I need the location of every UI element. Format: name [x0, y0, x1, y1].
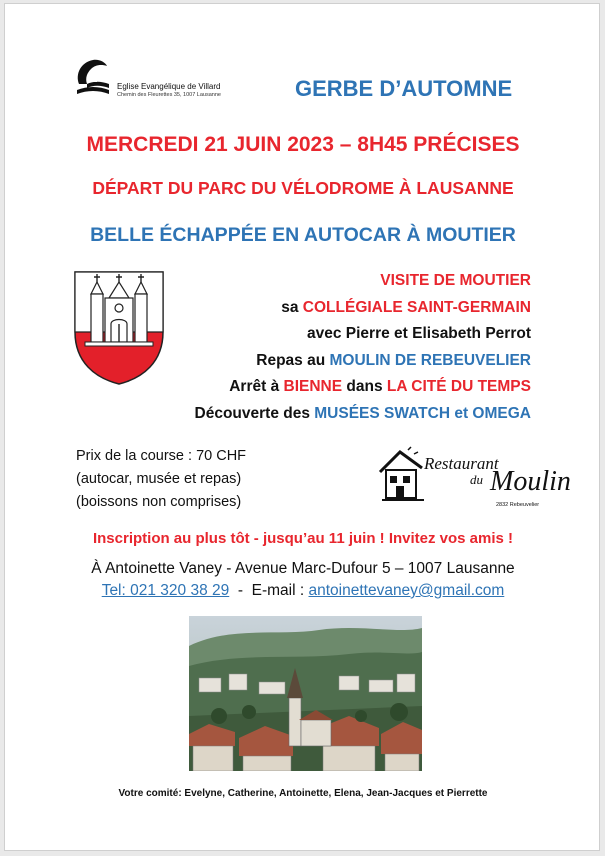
church-address: Chemin des Fleurettes 35, 1007 Lausanne [117, 92, 221, 98]
program-line-visit [195, 268, 531, 295]
visit-text: VISITE DE MOUTIER [380, 272, 531, 289]
mill-house-icon [378, 446, 428, 506]
program-list [195, 268, 531, 427]
meal-place: MOULIN DE REBEUVELIER [329, 351, 531, 369]
price-info [76, 445, 246, 514]
committee-members: Votre comité: Evelyne, Catherine, Antoinette, Elena, Jean-Jacques et Pierrette [118, 788, 488, 799]
price-excludes: (boissons non comprises) [76, 494, 242, 510]
price-includes: (autocar, musée et repas) [76, 471, 242, 487]
event-title: GERBE D’AUTOMNE [295, 76, 513, 101]
restaurant-du: du [470, 472, 483, 487]
bienne-name: BIENNE [283, 378, 343, 395]
collegiale-prefix: sa [281, 298, 303, 316]
program-line-bienne [195, 374, 531, 401]
moutier-coat-of-arms-icon [73, 270, 165, 386]
church-logo [73, 54, 253, 100]
event-date: MERCREDI 21 JUIN 2023 – 8H45 PRÉCISES [86, 133, 520, 156]
church-logo-icon [73, 54, 111, 98]
contact-separator: - E-mail : [229, 582, 309, 599]
restaurant-logo [378, 444, 571, 514]
departure-info: DÉPART DU PARC DU VÉLODROME À LAUSANNE [92, 178, 514, 198]
museums-names: MUSÉES SWATCH et OMEGA [314, 404, 531, 422]
registration-deadline: Inscription au plus tôt - jusqu’au 11 juin ! Invitez vos amis ! [92, 530, 514, 547]
registration-address: À Antoinette Vaney - Avenue Marc-Dufour 5 – 1007 Lausanne [91, 560, 515, 577]
church-name: Eglise Evangélique de Villard [117, 82, 221, 91]
collegiale-name: COLLÉGIALE SAINT-GERMAIN [302, 298, 531, 316]
meal-prefix: Repas au [256, 351, 330, 369]
program-line-guides [195, 321, 531, 348]
bienne-mid: dans [342, 378, 387, 395]
cite-du-temps: LA CITÉ DU TEMPS [386, 378, 531, 395]
email-link[interactable]: antoinettevaney@gmail.com [308, 582, 505, 599]
bienne-prefix: Arrêt à [229, 378, 284, 395]
event-subtitle: BELLE ÉCHAPPÉE EN AUTOCAR À MOUTIER [90, 224, 516, 246]
guides-text: avec Pierre et Elisabeth Perrot [306, 325, 531, 342]
museums-prefix: Découverte des [194, 404, 315, 422]
contact-line [5, 582, 601, 600]
restaurant-word: Restaurant [424, 454, 499, 473]
program-line-museums [195, 401, 531, 428]
flyer-page [4, 3, 600, 851]
program-line-meal [195, 348, 531, 375]
program-line-collegiale [195, 295, 531, 322]
moutier-town-photo [189, 616, 422, 771]
restaurant-location: 2832 Rebeuvelier [496, 502, 540, 508]
phone-link[interactable]: Tel: 021 320 38 29 [101, 582, 230, 599]
price-line: Prix de la course : 70 CHF [76, 448, 247, 464]
restaurant-moulin: Moulin [490, 466, 571, 497]
